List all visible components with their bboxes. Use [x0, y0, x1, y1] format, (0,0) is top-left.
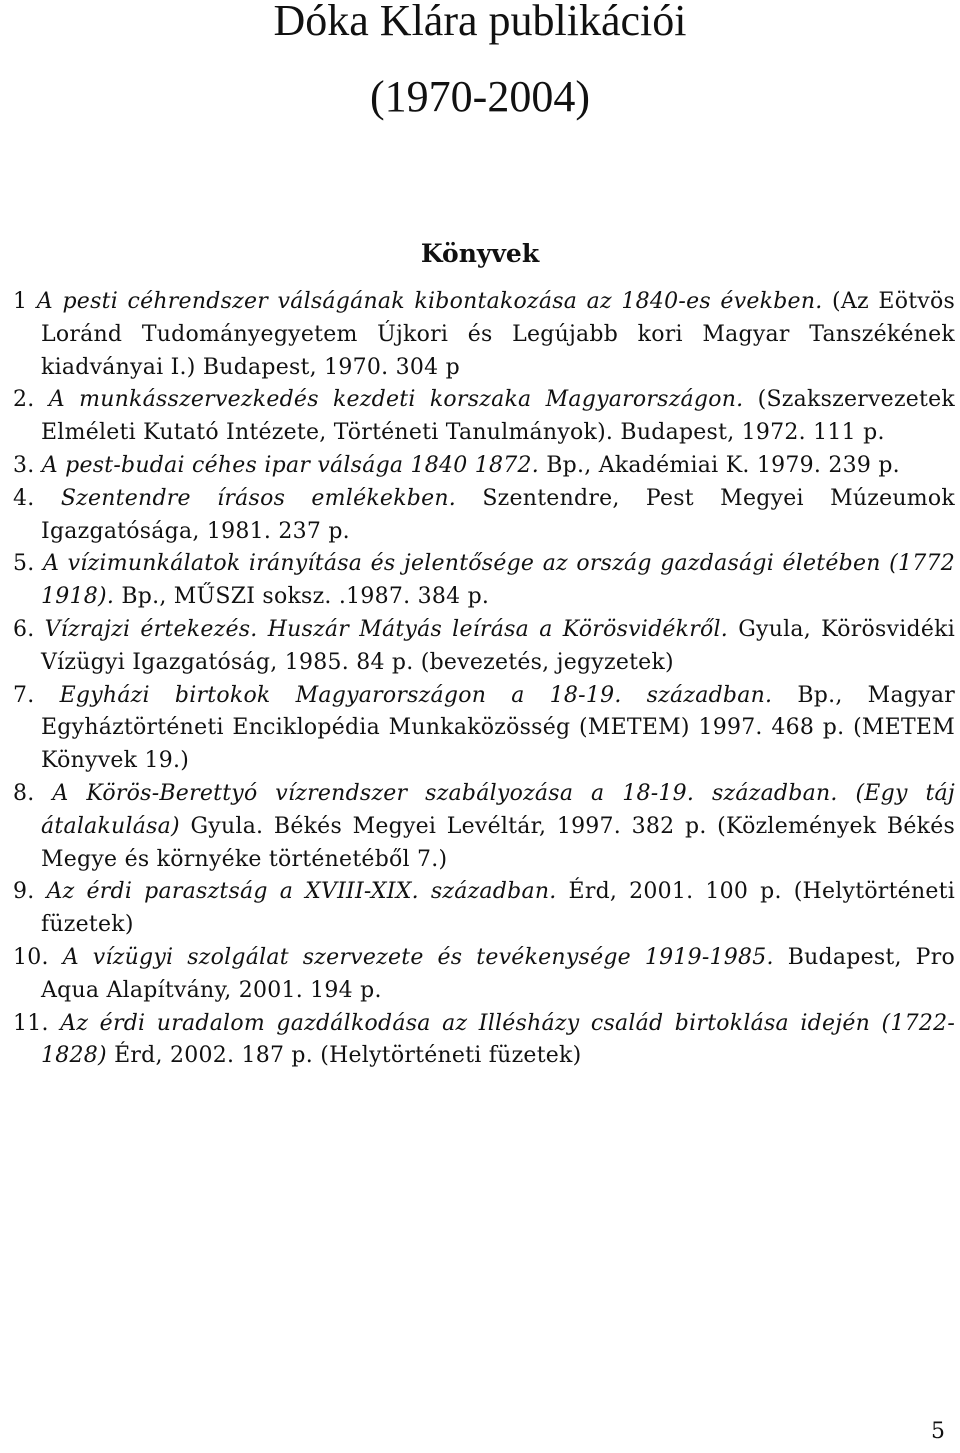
entry-details: Bp., Akadémiai K. 1979. 239 p. — [546, 452, 900, 478]
publication-entry — [13, 1008, 955, 1074]
publication-entry — [13, 614, 955, 680]
entry-title: Az érdi parasztság a XVIII-XIX. században. — [46, 879, 557, 905]
entry-number: 11. — [13, 1010, 49, 1036]
entry-details: Bp., MŰSZI soksz. .1987. 384 p. — [121, 584, 490, 610]
publication-entry — [13, 942, 955, 1008]
entry-details: Szentendre, Pest Megyei Múzeumok Igazgatósága, 1981. 237 p. — [41, 485, 955, 544]
page-number: 5 — [931, 1419, 945, 1444]
entry-title: A vízimunkálatok irányítása és jelentősége az ország gazdasági életében (1772 1918). — [41, 551, 956, 610]
entry-details: Gyula. Békés Megyei Levéltár, 1997. 382 p. (Közlemények Békés Megye és környéke történetéből 7.) — [41, 813, 955, 872]
publication-entry — [13, 876, 955, 942]
entry-title: Az érdi uradalom gazdálkodása az Illésházy család birtoklása idején (1722-1828) — [41, 1010, 956, 1069]
entry-number: 1 — [13, 289, 28, 314]
page-title: Dóka Klára publikációi — [273, 0, 687, 45]
publication-entry — [13, 286, 955, 384]
entry-details: Érd, 2002. 187 p. (Helytörténeti füzetek) — [114, 1043, 582, 1069]
entry-number: 7. — [13, 682, 35, 708]
entry-number: 3. — [13, 452, 35, 478]
page-subtitle-years: (1970-2004) — [370, 72, 590, 121]
publication-entry — [13, 680, 955, 778]
section-heading-books: Könyvek — [420, 239, 540, 268]
publication-entry — [13, 778, 955, 876]
entry-number: 6. — [13, 616, 35, 642]
entry-title: Egyházi birtokok Magyarországon a 18-19. században. — [59, 682, 773, 708]
entry-title: Szentendre írásos emlékekben. — [60, 485, 457, 511]
publication-entry — [13, 483, 955, 549]
publication-entry — [13, 450, 955, 483]
entry-number: 4. — [13, 485, 35, 511]
entry-title: A pesti céhrendszer válságának kibontakozása az 1840-es években. — [36, 289, 823, 314]
entry-number: 5. — [13, 551, 35, 577]
entry-details: Érd, 2001. 100 p. (Helytörténeti füzetek) — [41, 879, 956, 938]
entry-title: Vízrajzi értekezés. Huszár Mátyás leírása a Körösvidékről. — [44, 616, 729, 642]
entry-details: Gyula, Körösvidéki Vízügyi Igazgatóság, 1985. 84 p. (bevezetés, jegyzetek) — [41, 616, 955, 675]
entry-number: 2. — [13, 387, 35, 413]
entry-title: A munkásszervezkedés kezdeti korszaka Magyarországon. — [48, 387, 744, 413]
entry-details: Budapest, Pro Aqua Alapítvány, 2001. 194 p. — [41, 944, 955, 1003]
publication-entry — [13, 384, 955, 450]
entry-details: Bp., Magyar Egyháztörténeti Enciklopédia Munkaközösség (METEM) 1997. 468 p. (METEM Könyvek 19.) — [41, 682, 955, 774]
entry-title: A pest-budai céhes ipar válsága 1840 1872. — [41, 452, 539, 478]
entry-number: 8. — [13, 780, 35, 806]
entry-title: A vízügyi szolgálat szervezete és tevékenysége 1919-1985. — [62, 944, 774, 970]
entry-number: 10. — [13, 944, 49, 970]
entry-details: (Az Eötvös Loránd Tudományegyetem Újkori és Legújabb kori Magyar Tanszékének kiadványai I.) Budapest, 1970. 304 p — [41, 289, 956, 380]
publication-list — [13, 286, 955, 1073]
entry-number: 9. — [13, 879, 35, 905]
entry-details: (Szakszervezetek Elméleti Kutató Intézete, Történeti Tanulmányok). Budapest, 1972. 111 p. — [41, 387, 955, 446]
publication-entry — [13, 548, 955, 614]
entry-title: A Körös-Berettyó vízrendszer szabályozása a 18-19. században. (Egy táj átalakulása) — [41, 780, 955, 839]
